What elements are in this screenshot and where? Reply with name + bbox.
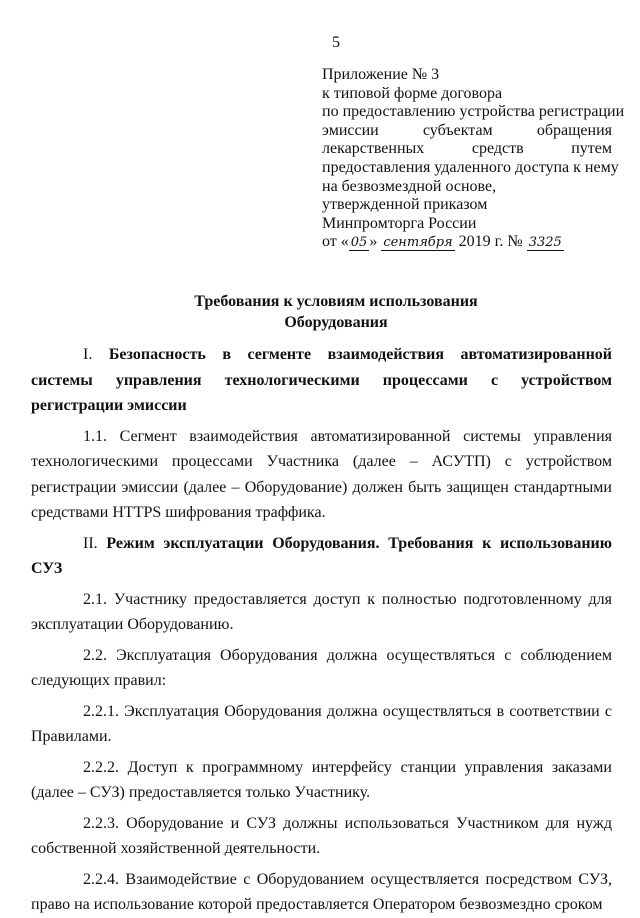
- appendix-word: эмиссии: [322, 121, 379, 139]
- appendix-line: к типовой форме договора: [322, 84, 503, 102]
- paragraph-2-2-1: 2.2.1. Эксплуатация Оборудования должна осуществляться в соответствии с Правилами.: [31, 702, 612, 745]
- appendix-justified-line: [322, 122, 612, 141]
- appendix-justified-line: [322, 140, 612, 159]
- paragraph-2-2: 2.2. Эксплуатация Оборудования должна осуществляться с соблюдением следующих правил:: [31, 646, 612, 689]
- appendix-line: предоставления удаленного доступа к нему: [322, 158, 619, 176]
- paragraph-2-2-2: 2.2.2. Доступ к программному интерфейсу станции управления заказами (далее – СУЗ) предоставляется только Участнику.: [31, 758, 612, 801]
- appendix-word: путем: [571, 140, 612, 158]
- title-line-1: Требования к условиям использования: [194, 293, 478, 310]
- date-year: 2019 г. №: [458, 233, 523, 251]
- section-2-heading: [31, 531, 612, 582]
- appendix-word: средств: [471, 140, 524, 158]
- appendix-word: обращения: [536, 121, 612, 139]
- appendix-word: лекарственных: [322, 140, 425, 158]
- date-close-quote: »: [369, 233, 378, 251]
- paragraph-2-1: 2.1. Участнику предоставляется доступ к полностью подготовленному для эксплуатации Оборудованию.: [31, 590, 612, 633]
- appendix-line: Приложение № 3: [322, 66, 440, 83]
- paragraph-2-2-4: 2.2.4. Взаимодействие с Оборудованием осуществляется посредством СУЗ, право на использование которой предоставляется Оператором безвозмездно сроком: [31, 870, 612, 913]
- section-1-heading: [31, 342, 612, 419]
- section-1-title: Безопасность в сегменте взаимодействия автоматизированной системы управления технологическими процессами с устройством регистрации эмиссии: [31, 346, 613, 414]
- document-title: [0, 291, 640, 333]
- section-2-title: Режим эксплуатации Оборудования. Требования к использованию СУЗ: [31, 534, 612, 577]
- section-1-prefix: I.: [83, 346, 109, 363]
- appendix-line: по предоставлению устройства регистрации: [322, 103, 625, 121]
- appendix-line: на безвозмездной основе,: [322, 177, 497, 195]
- order-number-handwritten: 3325: [528, 235, 562, 251]
- date-prefix: от «: [322, 233, 349, 251]
- appendix-date-line: [322, 233, 612, 252]
- date-month-handwritten: сентября: [383, 235, 453, 251]
- paragraph-1-1: 1.1. Сегмент взаимодействия автоматизированной системы управления технологическими процессами Участника (далее – АСУТП) с устройством регистрации эмиссии (далее – Оборудование) должен быть защищен стандартными средствами HTTPS шифрования траффика.: [31, 427, 612, 521]
- date-day-handwritten: 05: [350, 235, 368, 251]
- section-2-prefix: II.: [83, 534, 107, 552]
- paragraph-2-2-3: 2.2.3. Оборудование и СУЗ должны использоваться Участником для нужд собственной хозяйственной деятельности.: [31, 814, 612, 857]
- appendix-word: субъектам: [422, 121, 493, 139]
- page-number: 5: [332, 34, 340, 51]
- title-line-2: Оборудования: [284, 314, 388, 331]
- appendix-header: [322, 66, 625, 252]
- appendix-line: Минпромторга России: [322, 214, 477, 232]
- document-body: [31, 342, 612, 918]
- appendix-line: утвержденной приказом: [322, 196, 488, 214]
